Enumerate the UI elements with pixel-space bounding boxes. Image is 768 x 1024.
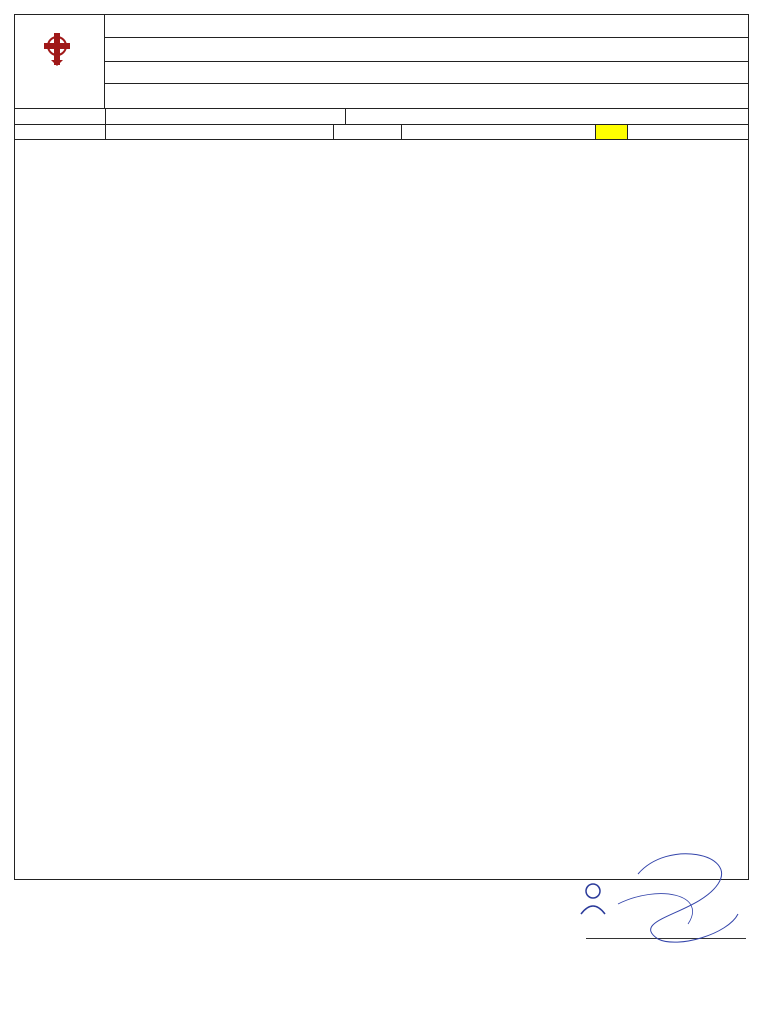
hospital-label [105,109,345,124]
career-title [104,62,749,84]
faculty-title [104,38,749,62]
student-signature [80,880,280,930]
report-title [104,84,749,108]
area-value [401,125,595,139]
activities-table [14,140,749,880]
month-label [595,125,627,139]
student-value [105,125,333,139]
info-student-row [14,124,749,140]
student-label [15,125,105,139]
university-title [104,14,749,38]
month-value [627,125,750,139]
area-label [333,125,401,139]
info-hospital-row [14,108,749,124]
supervisor-stamp [578,872,750,956]
hospital-value [345,109,749,124]
supervisor-signature-scribble [598,844,748,954]
